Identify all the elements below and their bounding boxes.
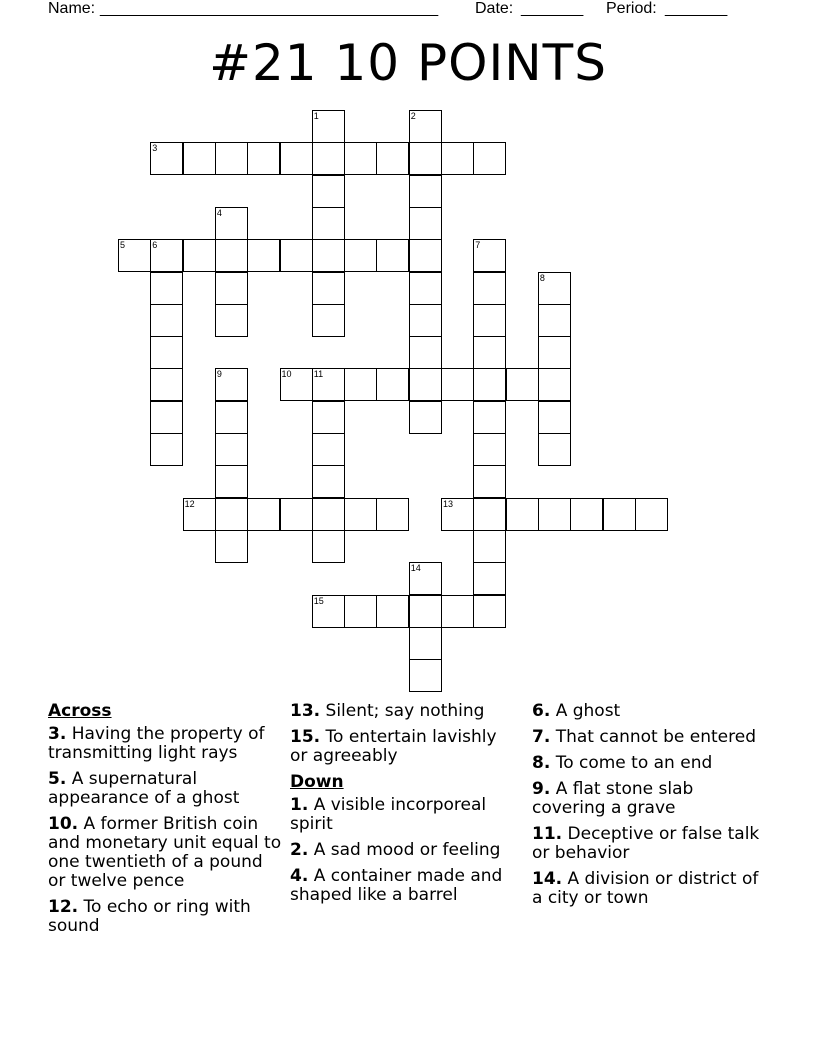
clue-down-2: 2. A sad mood or feeling xyxy=(290,840,501,860)
grid-cell[interactable] xyxy=(473,562,506,595)
clue-column-1 xyxy=(48,702,283,943)
grid-cell[interactable] xyxy=(215,368,248,401)
grid-cell[interactable] xyxy=(409,659,442,692)
clue-number: 11 xyxy=(313,369,324,380)
grid-cell[interactable] xyxy=(312,272,345,305)
grid-cell[interactable] xyxy=(150,239,183,272)
grid-cell[interactable] xyxy=(183,239,216,272)
across-heading: Across xyxy=(48,701,112,721)
grid-cell[interactable] xyxy=(441,498,474,531)
grid-cell[interactable] xyxy=(409,336,442,369)
grid-cell[interactable] xyxy=(150,336,183,369)
name-label: Name: xyxy=(48,0,96,17)
grid-cell[interactable] xyxy=(409,562,442,595)
grid-cell[interactable] xyxy=(538,368,571,401)
grid-cell[interactable] xyxy=(376,498,409,531)
clue-down-9: 9. A flat stone slab covering a grave xyxy=(532,779,694,818)
grid-cell[interactable] xyxy=(150,368,183,401)
clue-down-11: 11. Deceptive or false talk or behavior xyxy=(532,824,760,863)
grid-cell[interactable] xyxy=(409,142,442,175)
grid-cell[interactable] xyxy=(344,142,377,175)
grid-cell[interactable] xyxy=(538,433,571,466)
clue-number: 9 xyxy=(216,369,222,380)
down-heading: Down xyxy=(290,772,344,792)
grid-cell[interactable] xyxy=(376,368,409,401)
clue-number: 8 xyxy=(539,272,545,283)
clue-number: 2 xyxy=(410,111,416,121)
clue-number: 4 xyxy=(216,207,222,218)
clue-down-7: 7. That cannot be entered xyxy=(532,727,757,747)
grid-cell[interactable] xyxy=(441,595,474,628)
grid-cell[interactable] xyxy=(409,595,442,628)
clue-across-10: 10. A former British coin and monetary unit equal to one twentieth of a pound or twelve pence xyxy=(48,814,282,891)
grid-cell[interactable] xyxy=(150,142,183,175)
grid-cell[interactable] xyxy=(441,368,474,401)
grid-cell[interactable] xyxy=(312,433,345,466)
grid-cell[interactable] xyxy=(280,368,313,401)
grid-cell[interactable] xyxy=(312,110,345,143)
grid-cell[interactable] xyxy=(150,433,183,466)
grid-cell[interactable] xyxy=(150,304,183,337)
grid-cell[interactable] xyxy=(215,401,248,434)
grid-cell[interactable] xyxy=(215,465,248,498)
clue-number: 1 xyxy=(313,111,319,121)
clue-across-12: 12. To echo or ring with sound xyxy=(48,897,251,936)
grid-cell[interactable] xyxy=(312,239,345,272)
grid-cell[interactable] xyxy=(473,368,506,401)
grid-cell[interactable] xyxy=(183,498,216,531)
grid-cell[interactable] xyxy=(473,304,506,337)
grid-cell[interactable] xyxy=(409,401,442,434)
grid-cell[interactable] xyxy=(280,239,313,272)
grid-cell[interactable] xyxy=(247,142,280,175)
grid-cell[interactable] xyxy=(312,465,345,498)
grid-cell[interactable] xyxy=(280,142,313,175)
clue-number: 15 xyxy=(313,595,324,606)
grid-cell[interactable] xyxy=(312,401,345,434)
page-title: #21 10 POINTS xyxy=(209,34,607,92)
clue-number: 5 xyxy=(120,240,126,251)
grid-cell[interactable] xyxy=(409,175,442,208)
grid-cell[interactable] xyxy=(409,110,442,143)
grid-cell[interactable] xyxy=(538,498,571,531)
grid-cell[interactable] xyxy=(312,530,345,563)
grid-cell[interactable] xyxy=(312,368,345,401)
grid-cell[interactable] xyxy=(473,595,506,628)
clue-column-2 xyxy=(290,702,515,912)
name-field[interactable]: ______________________________________ xyxy=(100,0,439,17)
grid-cell[interactable] xyxy=(473,401,506,434)
clue-column-3 xyxy=(532,702,772,915)
grid-cell[interactable] xyxy=(441,142,474,175)
clue-number: 12 xyxy=(184,498,195,509)
grid-cell[interactable] xyxy=(376,142,409,175)
clue-number: 10 xyxy=(281,369,292,380)
grid-cell[interactable] xyxy=(183,142,216,175)
period-label: Period: xyxy=(606,0,657,17)
grid-cell[interactable] xyxy=(570,498,603,531)
grid-cell[interactable] xyxy=(473,239,506,272)
grid-cell[interactable] xyxy=(538,336,571,369)
clue-down-8: 8. To come to an end xyxy=(532,753,713,773)
grid-cell[interactable] xyxy=(150,401,183,434)
grid-cell[interactable] xyxy=(215,433,248,466)
grid-cell[interactable] xyxy=(473,272,506,305)
grid-cell[interactable] xyxy=(376,239,409,272)
grid-cell[interactable] xyxy=(538,304,571,337)
grid-cell[interactable] xyxy=(312,304,345,337)
grid-cell[interactable] xyxy=(312,175,345,208)
grid-cell[interactable] xyxy=(215,304,248,337)
grid-cell[interactable] xyxy=(312,595,345,628)
clue-down-14: 14. A division or district of a city or town xyxy=(532,869,759,908)
clue-down-4: 4. A container made and shaped like a barrel xyxy=(290,866,503,905)
grid-cell[interactable] xyxy=(215,142,248,175)
clue-across-13: 13. Silent; say nothing xyxy=(290,701,485,721)
grid-cell[interactable] xyxy=(635,498,668,531)
grid-cell[interactable] xyxy=(409,239,442,272)
grid-cell[interactable] xyxy=(506,368,539,401)
clue-across-15: 15. To entertain lavishly or agreeably xyxy=(290,727,497,766)
grid-cell[interactable] xyxy=(215,207,248,240)
clue-down-6: 6. A ghost xyxy=(532,701,621,721)
grid-cell[interactable] xyxy=(247,498,280,531)
grid-cell[interactable] xyxy=(344,595,377,628)
clue-number: 6 xyxy=(152,240,158,251)
clue-across-3: 3. Having the property of transmitting light rays xyxy=(48,724,265,763)
grid-cell[interactable] xyxy=(118,239,151,272)
grid-cell[interactable] xyxy=(215,272,248,305)
grid-cell[interactable] xyxy=(344,368,377,401)
date-label: Date: xyxy=(475,0,514,17)
grid-cell[interactable] xyxy=(473,530,506,563)
grid-cell[interactable] xyxy=(215,239,248,272)
clue-number: 7 xyxy=(475,240,481,251)
grid-cell[interactable] xyxy=(409,272,442,305)
grid-cell[interactable] xyxy=(409,368,442,401)
grid-cell[interactable] xyxy=(215,530,248,563)
clue-number: 3 xyxy=(152,143,158,154)
grid-cell[interactable] xyxy=(247,239,280,272)
grid-cell[interactable] xyxy=(312,498,345,531)
clue-number: 14 xyxy=(410,563,421,574)
grid-cell[interactable] xyxy=(538,401,571,434)
grid-cell[interactable] xyxy=(280,498,313,531)
grid-cell[interactable] xyxy=(473,142,506,175)
grid-cell[interactable] xyxy=(312,142,345,175)
grid-cell[interactable] xyxy=(376,595,409,628)
grid-cell[interactable] xyxy=(344,239,377,272)
grid-cell[interactable] xyxy=(150,272,183,305)
grid-cell[interactable] xyxy=(409,627,442,660)
grid-cell[interactable] xyxy=(506,498,539,531)
grid-cell[interactable] xyxy=(473,336,506,369)
grid-cell[interactable] xyxy=(409,304,442,337)
grid-cell[interactable] xyxy=(603,498,636,531)
grid-cell[interactable] xyxy=(409,207,442,240)
grid-cell[interactable] xyxy=(473,465,506,498)
grid-cell[interactable] xyxy=(215,498,248,531)
grid-cell[interactable] xyxy=(344,498,377,531)
clue-down-1: 1. A visible incorporeal spirit xyxy=(290,795,487,834)
date-field[interactable]: _______ xyxy=(521,0,584,17)
grid-cell[interactable] xyxy=(312,207,345,240)
grid-cell[interactable] xyxy=(538,272,571,305)
grid-cell[interactable] xyxy=(473,498,506,531)
period-field[interactable]: _______ xyxy=(665,0,728,17)
clue-across-5: 5. A supernatural appearance of a ghost xyxy=(48,769,240,808)
grid-cell[interactable] xyxy=(473,433,506,466)
clue-number: 13 xyxy=(443,498,454,509)
